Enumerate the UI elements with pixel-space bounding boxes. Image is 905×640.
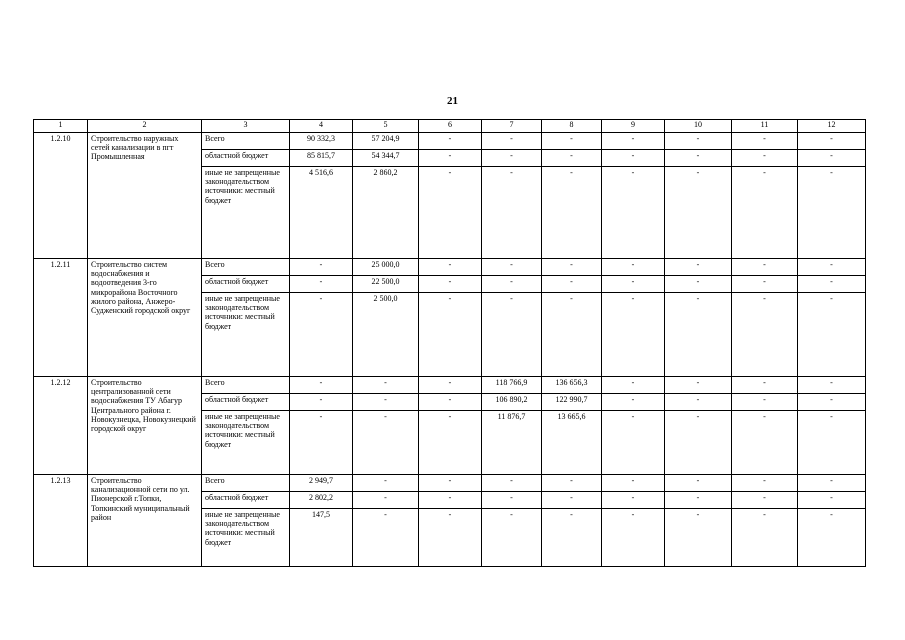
value-cell: -	[353, 411, 419, 475]
value-cell: -	[602, 492, 665, 509]
value-cell: -	[665, 293, 732, 377]
value-cell: -	[732, 150, 798, 167]
value-cell: -	[732, 509, 798, 567]
value-cell: -	[542, 293, 602, 377]
value-cell: -	[353, 492, 419, 509]
value-cell: -	[602, 394, 665, 411]
value-cell: -	[602, 133, 665, 150]
value-cell: -	[602, 475, 665, 492]
value-cell: 11 876,7	[482, 411, 542, 475]
value-cell: -	[353, 509, 419, 567]
value-cell: -	[542, 475, 602, 492]
item-code: 1.2.11	[34, 259, 88, 377]
table-row	[34, 133, 866, 150]
value-cell: -	[482, 150, 542, 167]
item-code: 1.2.10	[34, 133, 88, 259]
value-cell: -	[290, 276, 353, 293]
value-cell: -	[602, 377, 665, 394]
value-cell: 2 802,2	[290, 492, 353, 509]
value-cell: 25 000,0	[353, 259, 419, 276]
value-cell: -	[602, 293, 665, 377]
item-name: Строительство систем водоснабжения и водоотведения 3-го микрорайона Восточного жилого района, Анжеро-Судженский городской округ	[88, 259, 202, 377]
source-other-label: иные не запрещенные законодательством источники: местный бюджет	[202, 509, 290, 567]
value-cell: -	[732, 293, 798, 377]
value-cell: -	[732, 475, 798, 492]
value-cell: -	[665, 167, 732, 259]
value-cell: -	[353, 475, 419, 492]
value-cell: -	[665, 377, 732, 394]
value-cell: -	[290, 377, 353, 394]
value-cell: 136 656,3	[542, 377, 602, 394]
value-cell: 106 890,2	[482, 394, 542, 411]
value-cell: -	[542, 133, 602, 150]
value-cell: -	[798, 276, 866, 293]
value-cell: -	[732, 133, 798, 150]
value-cell: -	[542, 509, 602, 567]
value-cell: -	[732, 167, 798, 259]
item-name: Строительство централизованной сети водоснабжения ТУ Абагур Центрального района г. Новокузнецка, Новокузнецкий городской округ	[88, 377, 202, 475]
value-cell: -	[798, 259, 866, 276]
value-cell: -	[665, 475, 732, 492]
source-total-label: Всего	[202, 377, 290, 394]
value-cell: -	[602, 276, 665, 293]
value-cell: -	[482, 475, 542, 492]
value-cell: -	[732, 377, 798, 394]
column-header: 9	[602, 120, 665, 133]
column-header: 7	[482, 120, 542, 133]
value-cell: -	[602, 411, 665, 475]
item-code: 1.2.13	[34, 475, 88, 567]
value-cell: 22 500,0	[353, 276, 419, 293]
column-header: 4	[290, 120, 353, 133]
value-cell: -	[798, 167, 866, 259]
value-cell: 2 860,2	[353, 167, 419, 259]
source-regional-label: областной бюджет	[202, 150, 290, 167]
value-cell: -	[665, 492, 732, 509]
value-cell: -	[732, 411, 798, 475]
table-row	[34, 475, 866, 492]
value-cell: -	[732, 394, 798, 411]
value-cell: -	[665, 411, 732, 475]
value-cell: -	[732, 276, 798, 293]
value-cell: -	[602, 167, 665, 259]
value-cell: -	[419, 509, 482, 567]
value-cell: -	[542, 276, 602, 293]
value-cell: 147,5	[290, 509, 353, 567]
value-cell: -	[290, 411, 353, 475]
value-cell: -	[419, 276, 482, 293]
value-cell: -	[665, 276, 732, 293]
value-cell: -	[542, 167, 602, 259]
value-cell: -	[419, 293, 482, 377]
value-cell: -	[419, 150, 482, 167]
value-cell: 122 990,7	[542, 394, 602, 411]
value-cell: -	[665, 509, 732, 567]
column-header: 11	[732, 120, 798, 133]
value-cell: -	[482, 276, 542, 293]
value-cell: -	[798, 394, 866, 411]
value-cell: -	[353, 394, 419, 411]
value-cell: -	[665, 133, 732, 150]
value-cell: -	[798, 150, 866, 167]
value-cell: -	[482, 167, 542, 259]
value-cell: -	[798, 411, 866, 475]
value-cell: 54 344,7	[353, 150, 419, 167]
column-header: 1	[34, 120, 88, 133]
value-cell: -	[732, 259, 798, 276]
column-header: 10	[665, 120, 732, 133]
value-cell: -	[542, 259, 602, 276]
value-cell: -	[665, 259, 732, 276]
value-cell: -	[290, 259, 353, 276]
value-cell: -	[665, 394, 732, 411]
value-cell: -	[419, 133, 482, 150]
value-cell: -	[419, 259, 482, 276]
value-cell: -	[602, 150, 665, 167]
value-cell: 85 815,7	[290, 150, 353, 167]
column-header: 8	[542, 120, 602, 133]
value-cell: 90 332,3	[290, 133, 353, 150]
table-row	[34, 259, 866, 276]
value-cell: 2 949,7	[290, 475, 353, 492]
value-cell: -	[732, 492, 798, 509]
value-cell: -	[482, 492, 542, 509]
item-name: Строительство наружных сетей канализации в пгт Промышленная	[88, 133, 202, 259]
header-row	[34, 120, 866, 133]
source-other-label: иные не запрещенные законодательством источники: местный бюджет	[202, 167, 290, 259]
item-code: 1.2.12	[34, 377, 88, 475]
value-cell: -	[602, 259, 665, 276]
value-cell: -	[419, 167, 482, 259]
table-row	[34, 377, 866, 394]
value-cell: -	[798, 492, 866, 509]
source-regional-label: областной бюджет	[202, 276, 290, 293]
value-cell: -	[353, 377, 419, 394]
value-cell: 13 665,6	[542, 411, 602, 475]
value-cell: 118 766,9	[482, 377, 542, 394]
source-total-label: Всего	[202, 475, 290, 492]
source-regional-label: областной бюджет	[202, 492, 290, 509]
value-cell: 4 516,6	[290, 167, 353, 259]
source-other-label: иные не запрещенные законодательством источники: местный бюджет	[202, 293, 290, 377]
value-cell: -	[542, 150, 602, 167]
value-cell: -	[482, 133, 542, 150]
source-total-label: Всего	[202, 259, 290, 276]
table-body	[34, 133, 866, 567]
value-cell: -	[419, 475, 482, 492]
value-cell: -	[798, 293, 866, 377]
value-cell: 57 204,9	[353, 133, 419, 150]
value-cell: -	[798, 133, 866, 150]
value-cell: -	[419, 492, 482, 509]
item-name: Строительство канализационной сети по ул. Пионерской г.Топки, Топкинский муниципальный район	[88, 475, 202, 567]
value-cell: -	[419, 394, 482, 411]
value-cell: -	[798, 509, 866, 567]
source-regional-label: областной бюджет	[202, 394, 290, 411]
column-header: 2	[88, 120, 202, 133]
value-cell: -	[419, 411, 482, 475]
column-header: 12	[798, 120, 866, 133]
value-cell: -	[542, 492, 602, 509]
value-cell: -	[798, 377, 866, 394]
value-cell: -	[290, 293, 353, 377]
value-cell: -	[482, 509, 542, 567]
value-cell: -	[482, 293, 542, 377]
value-cell: -	[665, 150, 732, 167]
column-header: 5	[353, 120, 419, 133]
column-header: 3	[202, 120, 290, 133]
value-cell: -	[290, 394, 353, 411]
page-number: 21	[447, 95, 458, 107]
value-cell: -	[419, 377, 482, 394]
source-total-label: Всего	[202, 133, 290, 150]
value-cell: -	[602, 509, 665, 567]
value-cell: 2 500,0	[353, 293, 419, 377]
value-cell: -	[482, 259, 542, 276]
value-cell: -	[798, 475, 866, 492]
budget-table	[33, 119, 866, 567]
source-other-label: иные не запрещенные законодательством источники: местный бюджет	[202, 411, 290, 475]
column-header: 6	[419, 120, 482, 133]
